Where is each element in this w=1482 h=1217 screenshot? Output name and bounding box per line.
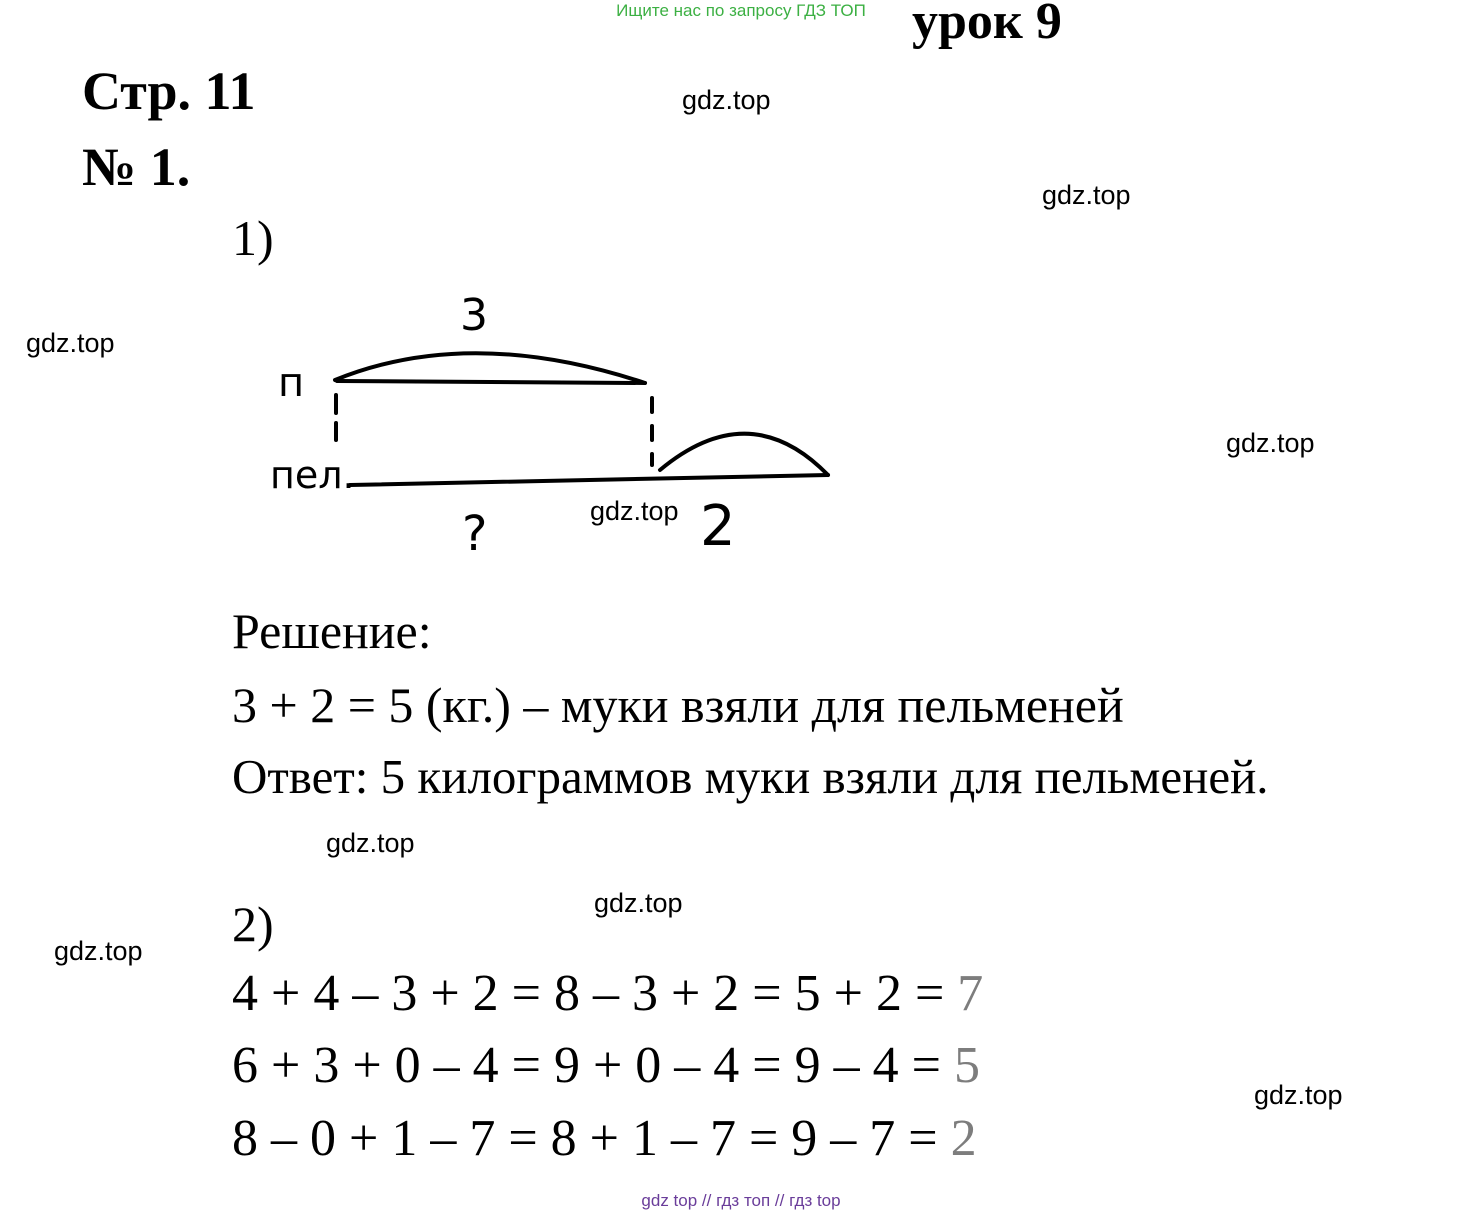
solution-title: Решение: <box>232 603 432 659</box>
bottom-segment <box>350 475 828 485</box>
watermark: gdz.top <box>1226 428 1315 458</box>
watermark: gdz.top <box>1042 180 1131 210</box>
watermark: gdz.top <box>26 328 115 358</box>
equation-expression: 8 – 0 + 1 – 7 = 8 + 1 – 7 = 9 – 7 = <box>232 1110 951 1167</box>
watermark: gdz.top <box>590 496 679 526</box>
watermark: gdz.top <box>594 888 683 918</box>
watermark: gdz.top <box>1254 1080 1343 1110</box>
watermark: gdz.top <box>326 828 415 858</box>
answer-line: Ответ: 5 килограммов муки взяли для пельменей. <box>232 749 1269 804</box>
watermark: gdz.top <box>682 85 771 115</box>
equation-row <box>232 1108 977 1170</box>
bottom-row-label: пел. <box>270 453 355 497</box>
footer-links: gdz top // гдз топ // гдз top <box>641 1191 841 1210</box>
equation-row <box>232 1035 980 1097</box>
equation-result: 2 <box>950 1110 977 1167</box>
top-arc <box>335 353 645 383</box>
bottom-arc <box>660 434 828 475</box>
equation-result: 7 <box>957 965 984 1022</box>
equation-result: 5 <box>953 1037 980 1094</box>
top-row-label: п <box>278 360 305 406</box>
part2-label: 2) <box>232 896 274 952</box>
equation-row <box>232 963 983 1025</box>
top-banner: Ищите нас по запросу ГДЗ ТОП <box>616 1 866 20</box>
bottom-arc-value: 2 <box>700 494 736 559</box>
solution-line: 3 + 2 = 5 (кг.) – муки взяли для пельменей <box>232 677 1124 733</box>
top-arc-value: 3 <box>460 290 488 341</box>
top-segment <box>337 381 645 383</box>
unknown-mark: ? <box>462 506 488 562</box>
page-title: Стр. 11 <box>82 61 256 121</box>
part1-label: 1) <box>232 210 274 266</box>
cut-lesson-header: урок 9 <box>912 0 1062 50</box>
watermark: gdz.top <box>54 936 143 966</box>
equation-expression: 6 + 3 + 0 – 4 = 9 + 0 – 4 = 9 – 4 = <box>232 1037 954 1094</box>
equation-expression: 4 + 4 – 3 + 2 = 8 – 3 + 2 = 5 + 2 = <box>232 965 958 1022</box>
task-number: № 1. <box>82 137 191 197</box>
